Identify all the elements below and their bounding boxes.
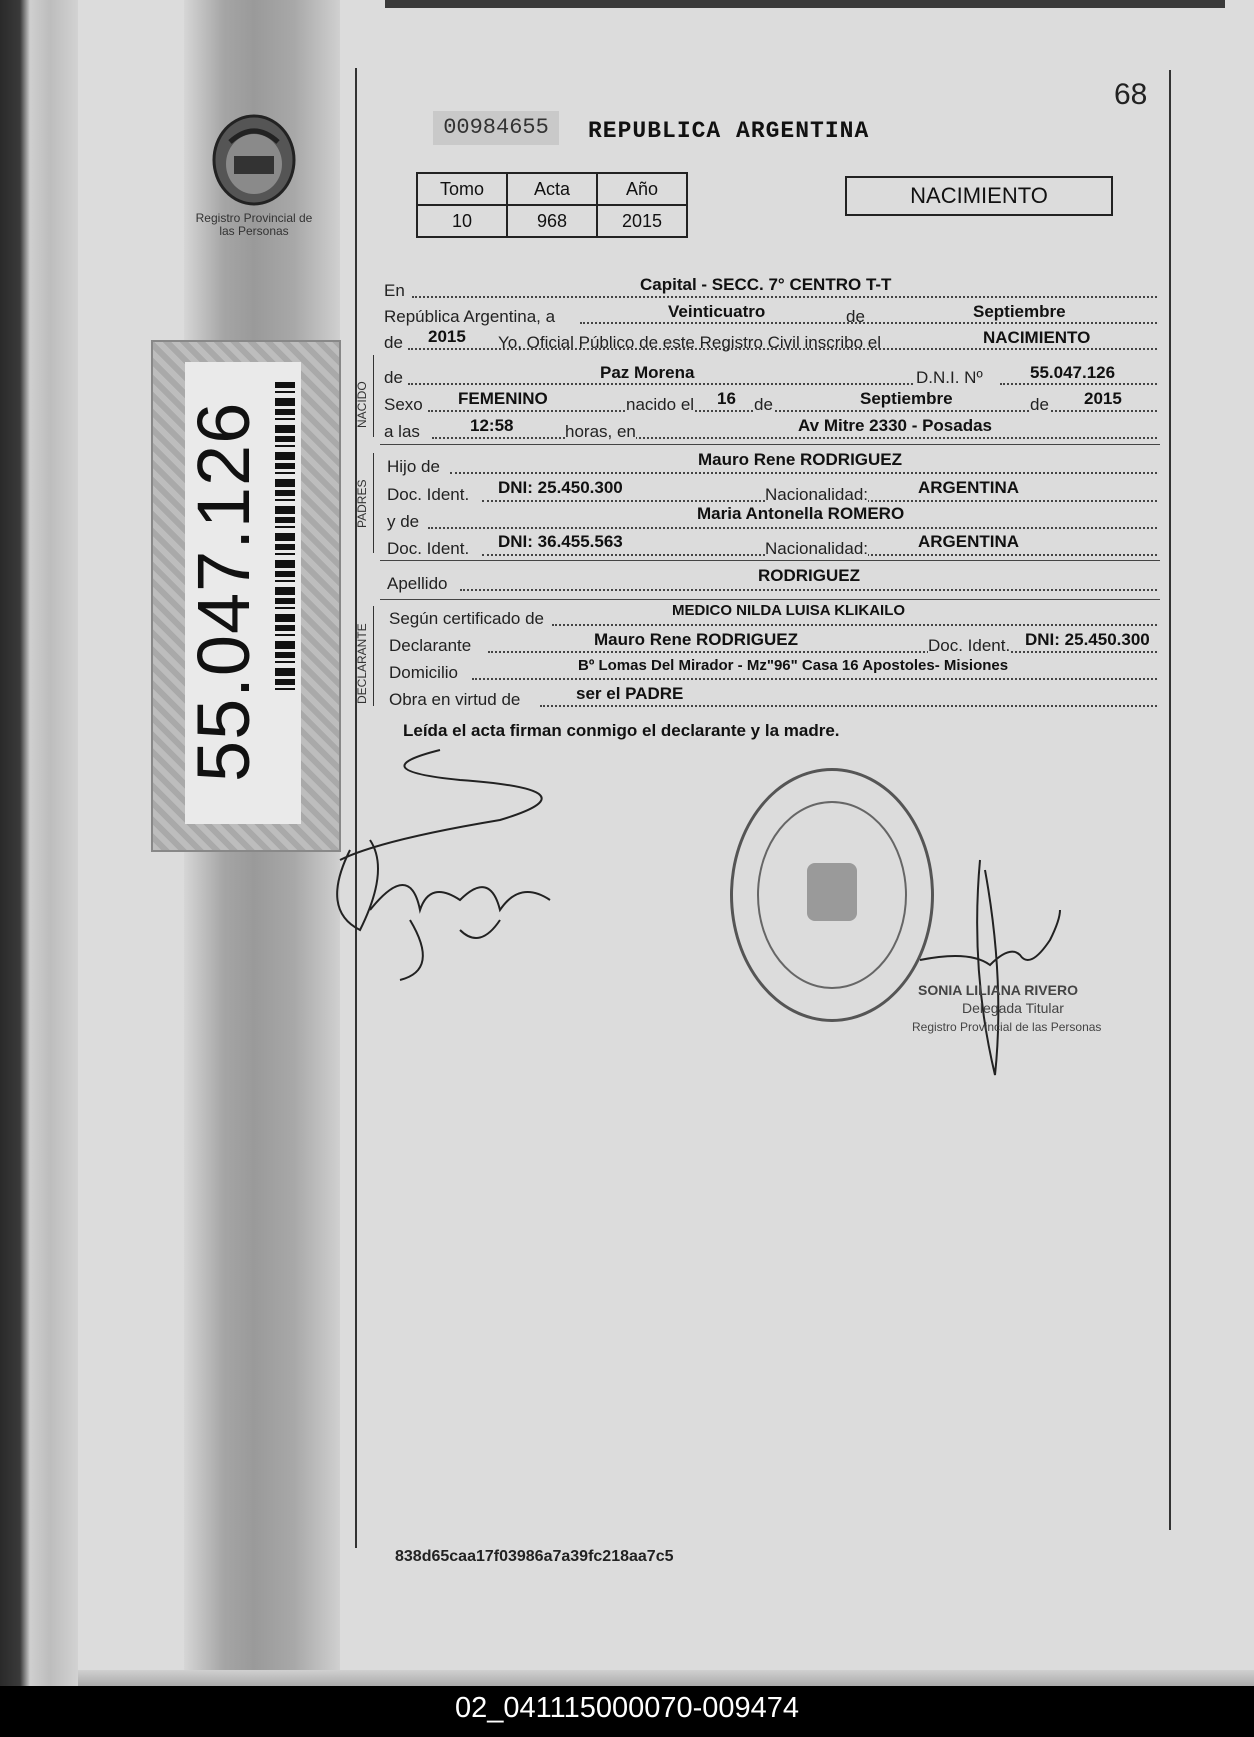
value-dni: 55.047.126	[1030, 363, 1116, 382]
page-number: 68	[1114, 78, 1148, 111]
value-mes: Septiembre	[973, 302, 1066, 321]
padres-bracket	[373, 453, 374, 553]
registry-logo	[210, 112, 298, 208]
document-hash: 838d65caa17f03986a7a39fc218aa7c5	[395, 1548, 674, 1565]
value-dia: Veinticuatro	[668, 302, 766, 321]
label-sexo: Sexo	[384, 395, 423, 414]
value-lugar: Capital - SECC. 7° CENTRO T-T	[640, 275, 892, 294]
dots-republica	[580, 322, 1157, 324]
value-anio: 2015	[428, 327, 466, 346]
signature-madre	[300, 730, 660, 1000]
dots-en	[412, 296, 1157, 298]
dots-madre	[428, 527, 1157, 529]
label-dni: D.N.I. Nº	[916, 368, 983, 387]
label-padres: PADRES	[355, 479, 369, 528]
value-nac-mes: Septiembre	[860, 389, 953, 408]
seal-emblem	[807, 863, 857, 921]
label-segun-cert: Según certificado de	[389, 609, 544, 628]
official-name: SONIA LILIANA RIVERO	[918, 982, 1078, 998]
value-anio: 2015	[597, 205, 687, 237]
header-title: REPUBLICA ARGENTINA	[588, 118, 870, 144]
dots-nombre	[408, 383, 913, 385]
label-republica: República Argentina, a	[384, 307, 556, 326]
barcode	[275, 382, 295, 692]
value-declarante: Mauro Rene RODRIGUEZ	[594, 630, 799, 649]
value-hora: 12:58	[470, 416, 514, 435]
value-lugar-nac: Av Mitre 2330 - Posadas	[798, 416, 993, 435]
dots-apellido	[460, 589, 1157, 591]
label-de-3: de	[384, 368, 403, 387]
value-certificado: MEDICO NILDA LUISA KLIKAILO	[672, 602, 906, 619]
value-sexo: FEMENINO	[458, 389, 548, 408]
value-domicilio: Bº Lomas Del Mirador - Mz"96" Casa 16 Apostoles- Misiones	[578, 657, 1009, 674]
label-domicilio: Domicilio	[389, 663, 458, 682]
value-madre-nac: ARGENTINA	[918, 532, 1020, 551]
barcode-number: 55.047.126	[182, 401, 265, 782]
signature-oficial	[910, 850, 1080, 1080]
header-tomo: Tomo	[417, 173, 507, 205]
right-margin-line	[1169, 70, 1171, 1530]
dots-obra	[540, 705, 1157, 707]
value-nombre: Paz Morena	[600, 363, 695, 382]
label-hijo-de: Hijo de	[387, 457, 440, 476]
label-nacido-el: nacido el	[626, 395, 695, 414]
label-doc-padre: Doc. Ident.	[387, 485, 470, 504]
act-type-box: NACIMIENTO	[845, 176, 1113, 216]
label-de-1: de	[846, 307, 865, 326]
value-padre-doc: DNI: 25.450.300	[498, 478, 623, 497]
label-de-5: de	[1030, 395, 1049, 414]
value-padre: Mauro Rene RODRIGUEZ	[698, 450, 903, 469]
label-declarante: Declarante	[389, 636, 472, 655]
label-horas-en: horas, en	[565, 422, 636, 441]
label-a-las: a las	[384, 422, 420, 441]
label-apellido: Apellido	[387, 574, 448, 593]
label-obra: Obra en virtud de	[389, 690, 521, 709]
registry-logo-label: Registro Provincial de las Personas	[195, 211, 313, 238]
value-declarante-doc: DNI: 25.450.300	[1025, 630, 1150, 649]
dots-padre	[450, 472, 1157, 474]
divider-3	[380, 599, 1160, 600]
value-tomo: 10	[417, 205, 507, 237]
bottom-edge	[78, 1670, 1254, 1686]
label-yo-oficial: Yo, Oficial Público de este Registro Civil inscribo el	[498, 333, 881, 352]
label-nac-madre: Nacionalidad:	[765, 539, 869, 558]
value-tipo: NACIMIENTO	[983, 328, 1091, 347]
label-en: En	[384, 281, 405, 300]
official-seal	[730, 768, 934, 1022]
official-registry: Registro Provincial de las Personas	[912, 1020, 1102, 1034]
value-obra: ser el PADRE	[576, 684, 684, 703]
top-edge	[385, 0, 1225, 8]
header-acta: Acta	[507, 173, 597, 205]
label-de-4: de	[754, 395, 773, 414]
header-anio: Año	[597, 173, 687, 205]
nacido-bracket	[373, 355, 374, 437]
divider-1	[380, 444, 1160, 445]
official-title: Delegada Titular	[962, 1000, 1064, 1016]
dots-hora	[432, 437, 1157, 439]
dots-cert	[552, 624, 1157, 626]
label-y-de: y de	[387, 512, 420, 531]
value-acta: 968	[507, 205, 597, 237]
value-madre-doc: DNI: 36.455.563	[498, 532, 623, 551]
binder-edge	[0, 0, 78, 1686]
label-de-2: de	[384, 333, 403, 352]
dots-domicilio	[472, 678, 1157, 680]
label-doc-declarante: Doc. Ident.	[928, 636, 1011, 655]
dots-dni	[1000, 383, 1157, 385]
value-nac-anio: 2015	[1084, 389, 1122, 408]
label-nacido: NACIDO	[355, 381, 369, 428]
dots-declarante	[488, 651, 1157, 653]
tomo-acta-table	[416, 172, 688, 238]
value-madre: Maria Antonella ROMERO	[697, 504, 905, 523]
divider-2	[380, 560, 1160, 561]
label-doc-madre: Doc. Ident.	[387, 539, 470, 558]
serial-number: 00984655	[433, 111, 559, 145]
value-padre-nac: ARGENTINA	[918, 478, 1020, 497]
footer-id: 02_041115000070-009474	[454, 1692, 800, 1724]
declarante-bracket	[373, 606, 374, 706]
closing-text: Leída el acta firman conmigo el declarante y la madre.	[403, 721, 840, 740]
label-nac-padre: Nacionalidad:	[765, 485, 869, 504]
label-declarante: DECLARANTE	[355, 623, 369, 704]
value-nac-dia: 16	[717, 389, 736, 408]
value-apellido: RODRIGUEZ	[758, 566, 860, 585]
